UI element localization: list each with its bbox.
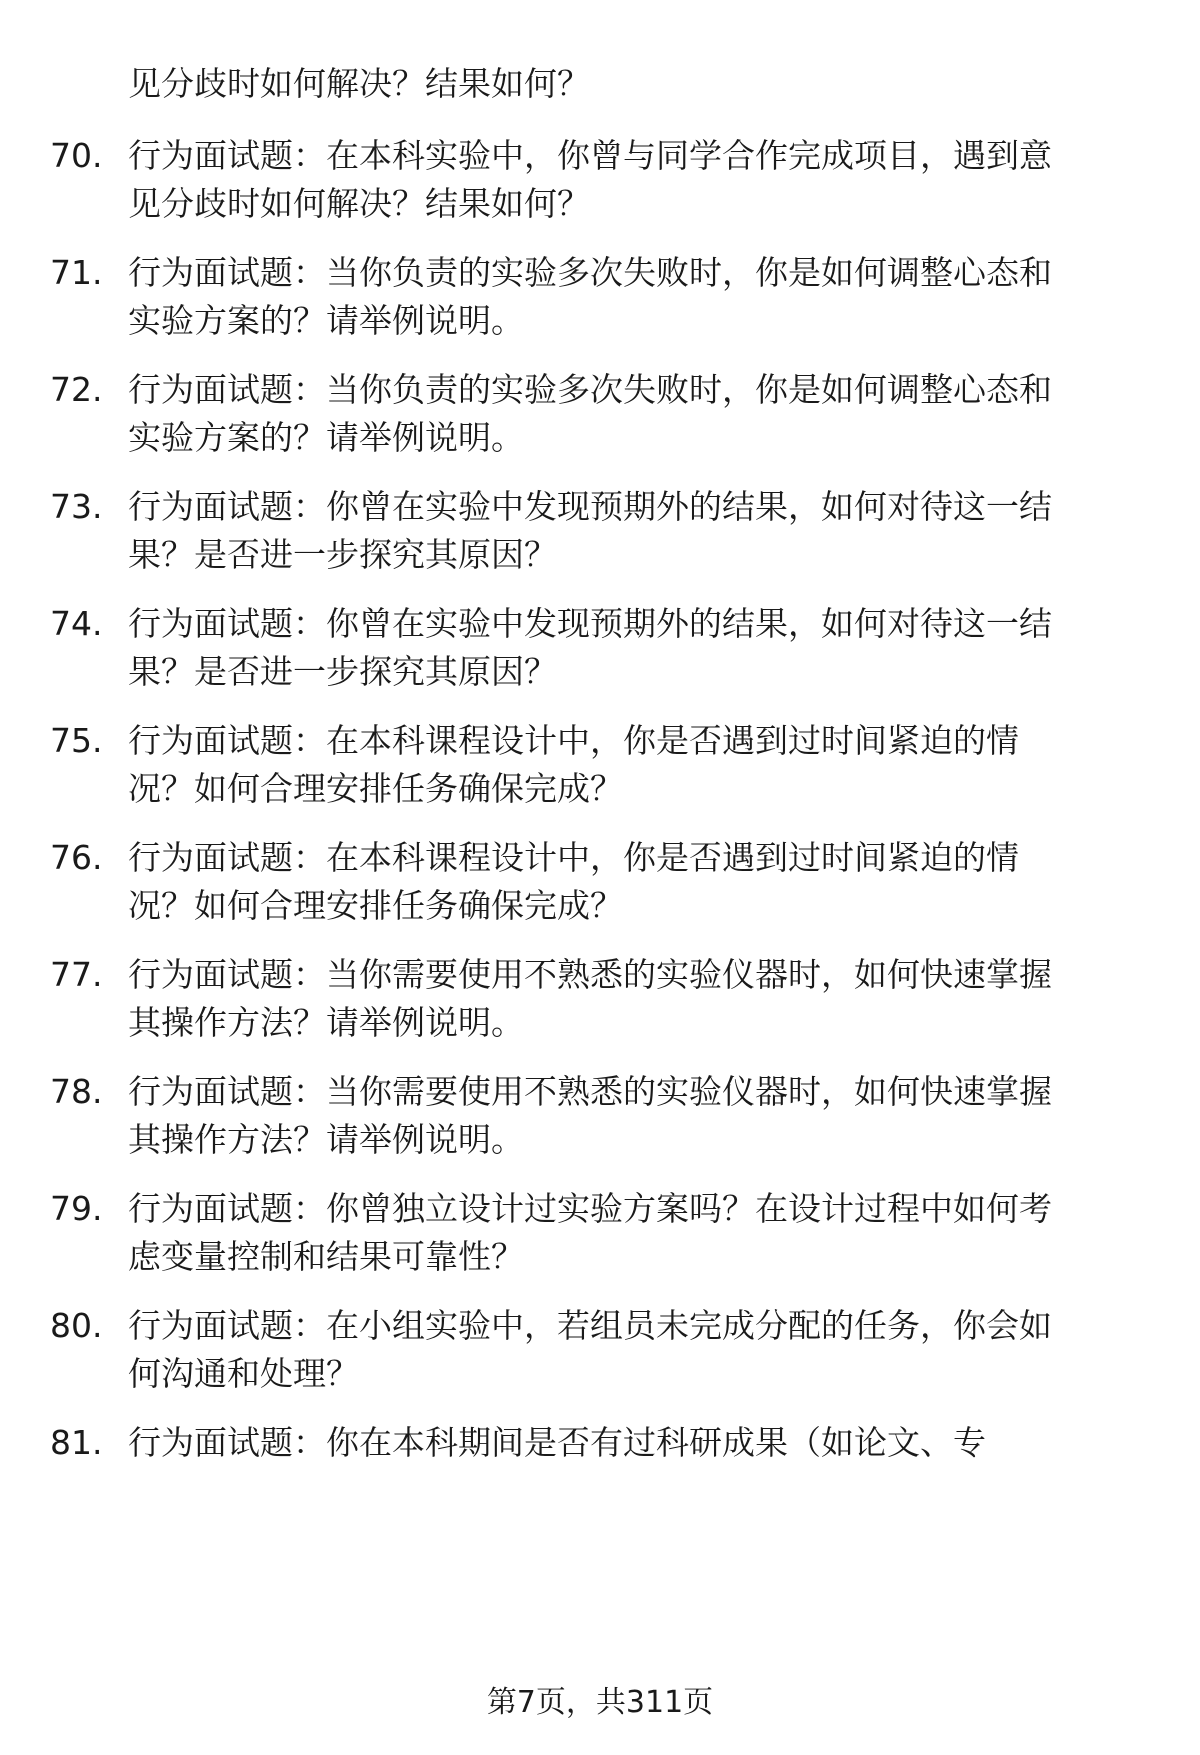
list-item [50, 1185, 1160, 1281]
item-line: 实验方案的？请举例说明。 [128, 301, 524, 340]
item-text [128, 1068, 1138, 1164]
item-line: 行为面试题：当你需要使用不熟悉的实验仪器时，如何快速掌握 [128, 955, 1052, 994]
list-item [50, 249, 1160, 345]
item-number: 76. [50, 838, 103, 877]
item-text [128, 1419, 1138, 1467]
item-line: 行为面试题：你曾在实验中发现预期外的结果，如何对待这一结 [128, 487, 1052, 526]
item-line: 行为面试题：当你负责的实验多次失败时，你是如何调整心态和 [128, 370, 1052, 409]
item-number: 73. [50, 487, 103, 526]
item-text [128, 951, 1138, 1047]
list-item [50, 951, 1160, 1047]
item-text [128, 600, 1138, 696]
continuation-text: 见分歧时如何解决？结果如何？ [128, 64, 590, 103]
item-text [128, 132, 1138, 228]
item-line: 行为面试题：在小组实验中，若组员未完成分配的任务，你会如 [128, 1306, 1052, 1345]
item-line: 行为面试题：你在本科期间是否有过科研成果（如论文、专 [128, 1423, 986, 1462]
item-text [128, 834, 1138, 930]
item-line: 行为面试题：在本科课程设计中，你是否遇到过时间紧迫的情 [128, 721, 1019, 760]
item-number: 72. [50, 370, 103, 409]
item-text [128, 249, 1138, 345]
item-text [128, 1302, 1138, 1398]
item-line: 行为面试题：你曾独立设计过实验方案吗？在设计过程中如何考 [128, 1189, 1052, 1228]
item-line: 况？如何合理安排任务确保完成？ [128, 886, 623, 925]
item-line: 其操作方法？请举例说明。 [128, 1120, 524, 1159]
list-item [50, 1302, 1160, 1398]
item-text [128, 483, 1138, 579]
item-number: 78. [50, 1072, 103, 1111]
item-line: 行为面试题：你曾在实验中发现预期外的结果，如何对待这一结 [128, 604, 1052, 643]
item-line: 何沟通和处理？ [128, 1354, 359, 1393]
list-item [50, 717, 1160, 813]
list-item [50, 366, 1160, 462]
item-line: 其操作方法？请举例说明。 [128, 1003, 524, 1042]
item-number: 81. [50, 1423, 103, 1462]
item-line: 行为面试题：在本科课程设计中，你是否遇到过时间紧迫的情 [128, 838, 1019, 877]
list-item [50, 1419, 1160, 1467]
page-footer: 第7页，共311页 [486, 1685, 714, 1720]
item-number: 77. [50, 955, 103, 994]
item-text [128, 717, 1138, 813]
item-line: 行为面试题：当你负责的实验多次失败时，你是如何调整心态和 [128, 253, 1052, 292]
item-number: 71. [50, 253, 103, 292]
item-text [128, 366, 1138, 462]
list-item [50, 1068, 1160, 1164]
list-item [50, 834, 1160, 930]
item-text [128, 1185, 1138, 1281]
item-number: 75. [50, 721, 103, 760]
item-line: 见分歧时如何解决？结果如何？ [128, 184, 590, 223]
item-line: 况？如何合理安排任务确保完成？ [128, 769, 623, 808]
item-number: 70. [50, 136, 103, 175]
item-number: 74. [50, 604, 103, 643]
item-number: 79. [50, 1189, 103, 1228]
item-line: 行为面试题：当你需要使用不熟悉的实验仪器时，如何快速掌握 [128, 1072, 1052, 1111]
item-line: 实验方案的？请举例说明。 [128, 418, 524, 457]
item-line: 果？是否进一步探究其原因？ [128, 652, 557, 691]
list-item [50, 132, 1160, 228]
item-line: 行为面试题：在本科实验中，你曾与同学合作完成项目，遇到意 [128, 136, 1052, 175]
item-line: 果？是否进一步探究其原因？ [128, 535, 557, 574]
list-item [50, 600, 1160, 696]
item-number: 80. [50, 1306, 103, 1345]
list-item [50, 483, 1160, 579]
item-line: 虑变量控制和结果可靠性？ [128, 1237, 524, 1276]
